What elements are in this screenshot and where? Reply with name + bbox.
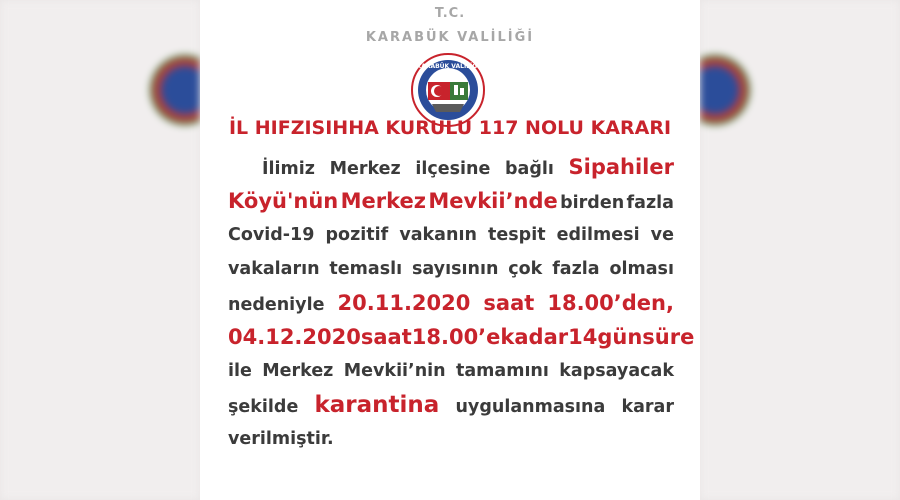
word: vakaların	[228, 259, 320, 279]
word: Merkez	[262, 361, 334, 381]
blurred-background-right	[700, 0, 900, 500]
header-tc: T.C.	[434, 6, 466, 21]
highlight-word: saat	[483, 291, 535, 315]
highlight-word: saat	[360, 325, 412, 349]
word: temaslı	[329, 259, 403, 279]
word: edilmesi	[556, 225, 640, 245]
highlight-word: gün	[597, 325, 643, 349]
word: Covid-19	[228, 225, 315, 245]
blurred-logo-left	[150, 55, 200, 125]
word: Mevkii’nin	[343, 361, 446, 381]
word: pozitif	[325, 225, 389, 245]
word: tespit	[488, 225, 546, 245]
word: çok	[508, 259, 543, 279]
word: bağlı	[504, 159, 554, 179]
word: tamamını	[455, 361, 549, 381]
word: Merkez	[329, 159, 401, 179]
decision-title: İL HIFZISIHHA KURULU 117 NOLU KARARI	[228, 117, 672, 139]
word: vakanın	[399, 225, 477, 245]
word: ile	[228, 361, 252, 381]
highlight-word: 14	[568, 325, 598, 349]
body-line-4	[228, 252, 674, 286]
word: karar	[621, 397, 674, 417]
highlight-word: Mevkii’nde	[428, 189, 558, 213]
blurred-logo-right	[700, 55, 750, 125]
body-line-8	[228, 388, 674, 422]
highlight-word: süre	[642, 325, 695, 349]
word: verilmiştir.	[228, 429, 334, 449]
highlight-date: 20.11.2020	[337, 291, 471, 315]
body-line-1	[228, 150, 674, 184]
body-line-7	[228, 354, 674, 388]
highlight-time: 18.00’den,	[547, 291, 674, 315]
blurred-background-left	[0, 0, 200, 500]
body-line-2	[228, 184, 674, 218]
highlight-word: kadar	[500, 325, 569, 349]
word: ilçesine	[415, 159, 491, 179]
body-line-5	[228, 286, 674, 320]
announcement-card	[200, 0, 700, 500]
word: birden	[560, 193, 625, 213]
word: uygulanmasına	[455, 397, 606, 417]
highlight-word: Sipahiler	[568, 155, 674, 179]
word: nedeniyle	[228, 295, 325, 315]
word: fazla	[552, 259, 600, 279]
highlight-word: Köyü'nün	[228, 189, 339, 213]
word: ve	[650, 225, 674, 245]
highlight-word: Merkez	[340, 189, 426, 213]
decision-body	[228, 150, 695, 456]
word: kapsayacak	[559, 361, 674, 381]
body-line-6	[228, 320, 695, 354]
highlight-time: 18.00’e	[411, 325, 501, 349]
body-line-9	[228, 422, 674, 456]
highlight-word: karantina	[314, 392, 440, 418]
body-line-3	[228, 218, 674, 252]
highlight-date: 04.12.2020	[228, 325, 361, 349]
word: İlimiz	[262, 159, 315, 179]
word: şekilde	[228, 397, 299, 417]
logo-ring-text: KARABÜK VALİLİĞİ	[416, 63, 480, 70]
word: sayısının	[411, 259, 499, 279]
word: olması	[609, 259, 674, 279]
word: fazla	[626, 193, 674, 213]
header-governorship: KARABÜK VALİLİĞİ	[365, 30, 535, 45]
